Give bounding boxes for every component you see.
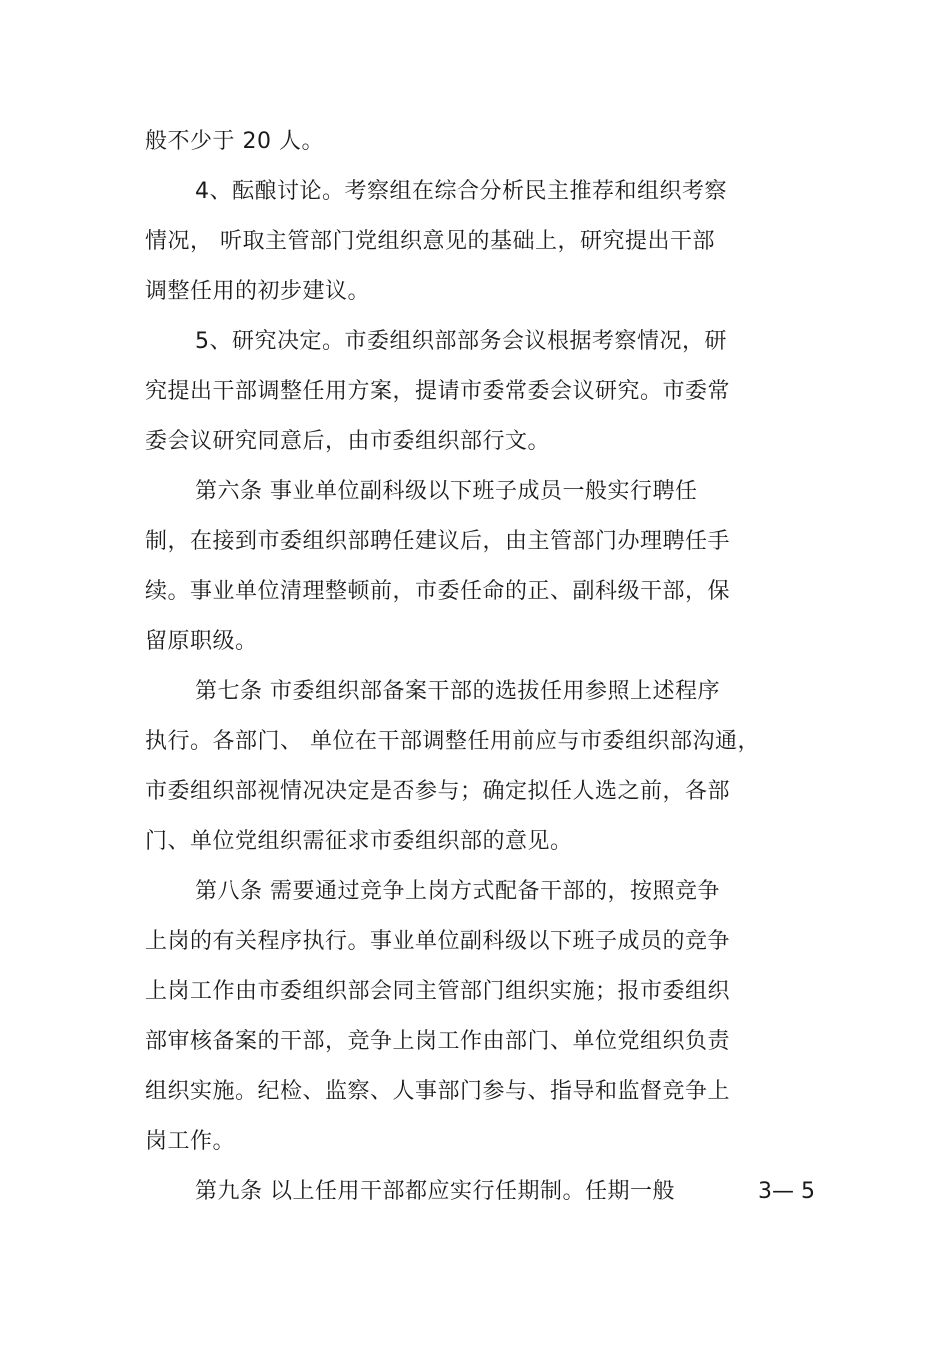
text-line: 情况， 听取主管部门党组织意见的基础上，研究提出干部 [145,229,715,254]
text-line: 上岗工作由市委组织部会同主管部门组织实施；报市委组织 [145,979,731,1004]
text-line: 留原职级。 [145,629,258,654]
text-line: 4、酝酿讨论。考察组在综合分析民主推荐和组织考察 [195,179,727,204]
text-line: 第六条 事业单位副科级以下班子成员一般实行聘任 [195,479,698,504]
text-line: 5、研究决定。市委组织部部务会议根据考察情况，研 [195,329,727,354]
text-line: 门、单位党组织需征求市委组织部的意见。 [145,829,573,854]
text-line: 第七条 市委组织部备案干部的选拔任用参照上述程序 [195,679,720,704]
text-line: 上岗的有关程序执行。事业单位副科级以下班子成员的竞争 [145,929,731,954]
text-line: 第八条 需要通过竞争上岗方式配备干部的，按照竞争 [195,879,720,904]
text-line: 市委组织部视情况决定是否参与；确定拟任人选之前，各部 [145,779,731,804]
text-line: 调整任用的初步建议。 [145,279,371,304]
text-line: 第九条 以上任用干部都应实行任期制。任期一般 [195,1179,675,1204]
text-line: 般不少于 20 人。 [145,129,324,154]
text-line: 究提出干部调整任用方案，提请市委常委会议研究。市委常 [145,379,731,404]
term-range-number: 3— 5 [758,1179,815,1204]
text-line: 续。事业单位清理整顿前，市委任命的正、副科级干部，保 [145,579,731,604]
text-line: 组织实施。纪检、监察、人事部门参与、指导和监督竞争上 [145,1079,731,1104]
text-line: 岗工作。 [145,1129,236,1154]
text-line: 委会议研究同意后，由市委组织部行文。 [145,429,551,454]
text-line: 执行。各部门、 单位在干部调整任用前应与市委组织部沟通， [145,729,760,754]
text-line: 部审核备案的干部，竞争上岗工作由部门、单位党组织负责 [145,1029,731,1054]
text-line: 制，在接到市委组织部聘任建议后，由主管部门办理聘任手 [145,529,731,554]
